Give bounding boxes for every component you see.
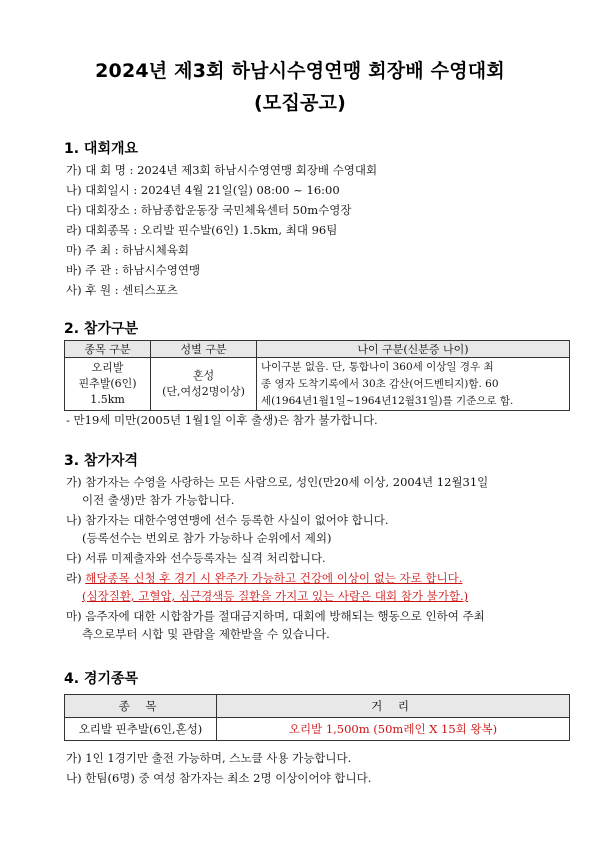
section-heading-eligibility: 3. 참가자격 (64, 453, 139, 469)
eligibility-line: 다) 서류 미제출자와 선수등록자는 실격 처리합니다. (66, 551, 326, 565)
event-note: 나) 한팀(6명) 중 여성 참가자는 최소 2명 이상이어야 합니다. (66, 771, 372, 785)
health-requirement-emphasis: 해당종목 신청 후 경기 시 완주가 가능하고 건강에 이상이 없는 자로 합니다. (85, 571, 463, 585)
eligibility-line: (등록선수는 번외로 참가 가능하나 순위에서 제외) (82, 531, 332, 545)
table-header: 종 목 (65, 695, 217, 718)
gender-line: 혼성 (192, 369, 215, 382)
section-heading-categories: 2. 참가구분 (64, 321, 139, 337)
gender-line: (단,여성2명이상) (162, 385, 245, 398)
section-heading-events: 4. 경기종목 (64, 671, 139, 687)
event-distance-cell: 오리발 1,500m (50m레인 X 15회 왕복) (217, 718, 570, 741)
overview-item: 바) 주 관 : 하남시수영연맹 (66, 263, 201, 277)
overview-item: 마) 주 최 : 하남시체육회 (66, 243, 189, 257)
health-exclusion-emphasis: (심장질환, 고혈압, 심근경색등 질환을 가지고 있는 사람은 대회 참가 불가함.) (82, 589, 469, 603)
overview-item: 라) 대회종목 : 오리발 핀수발(6인) 1.5km, 최대 96팀 (66, 223, 338, 237)
table-header: 거 리 (217, 695, 570, 718)
event-line: 핀추발(6인) (78, 377, 137, 390)
eligibility-line: 측으로부터 시합 및 관람을 제한받을 수 있습니다. (82, 627, 330, 641)
table-header: 성별 구분 (151, 341, 257, 358)
document-subtitle: (모집공고) (254, 92, 346, 114)
age-line: 종 영자 도착기록에서 30초 감산(어드벤티지)함. 60 (261, 377, 499, 390)
overview-item: 나) 대회일시 : 2024년 4월 21일(일) 08:00 ~ 16:00 (66, 183, 340, 197)
age-line: 세(1964년1월1일~1964년12월31일)를 기준으로 함. (261, 394, 514, 407)
age-line: 나이구분 없음. 단, 통합나이 360세 이상일 경우 최 (261, 360, 494, 373)
events-table (64, 694, 570, 741)
event-cell (65, 358, 151, 411)
eligibility-line: 가) 참가자는 수영을 사랑하는 모든 사람으로, 성인(만20세 이상, 2004년 12월31일 (66, 475, 489, 489)
event-line: 1.5km (90, 393, 125, 406)
eligibility-line (66, 570, 462, 586)
eligibility-line: 나) 참가자는 대한수영연맹에 선수 등록한 사실이 없어야 합니다. (66, 513, 389, 527)
table-header: 종목 구분 (65, 341, 151, 358)
section-heading-overview: 1. 대회개요 (64, 141, 139, 157)
eligibility-line: 마) 음주자에 대한 시합참가를 절대금지하며, 대회에 방해되는 행동으로 인하여 주최 (66, 609, 485, 623)
gender-cell (151, 358, 257, 411)
table-header: 나이 구분(신분증 나이) (257, 341, 570, 358)
age-restriction-note: - 만19세 미만(2005년 1월1일 이후 출생)은 참가 불가합니다. (66, 413, 378, 427)
event-note: 가) 1인 1경기만 출전 가능하며, 스노클 사용 가능합니다. (66, 751, 352, 765)
overview-item: 다) 대회장소 : 하남종합운동장 국민체육센터 50m수영장 (66, 203, 352, 217)
document-title: 2024년 제3회 하남시수영연맹 회장배 수영대회 (95, 60, 505, 82)
overview-item: 사) 후 원 : 센티스포츠 (66, 283, 178, 297)
eligibility-line: 이전 출생)만 참가 가능합니다. (82, 493, 235, 507)
overview-item: 가) 대 회 명 : 2024년 제3회 하남시수영연맹 회장배 수영대회 (66, 163, 378, 177)
age-cell (257, 358, 570, 411)
category-table (64, 340, 570, 411)
event-line: 오리발 (91, 361, 124, 374)
event-name-cell: 오리발 핀추발(6인,혼성) (65, 718, 217, 741)
eligibility-prefix: 라) (66, 571, 86, 585)
